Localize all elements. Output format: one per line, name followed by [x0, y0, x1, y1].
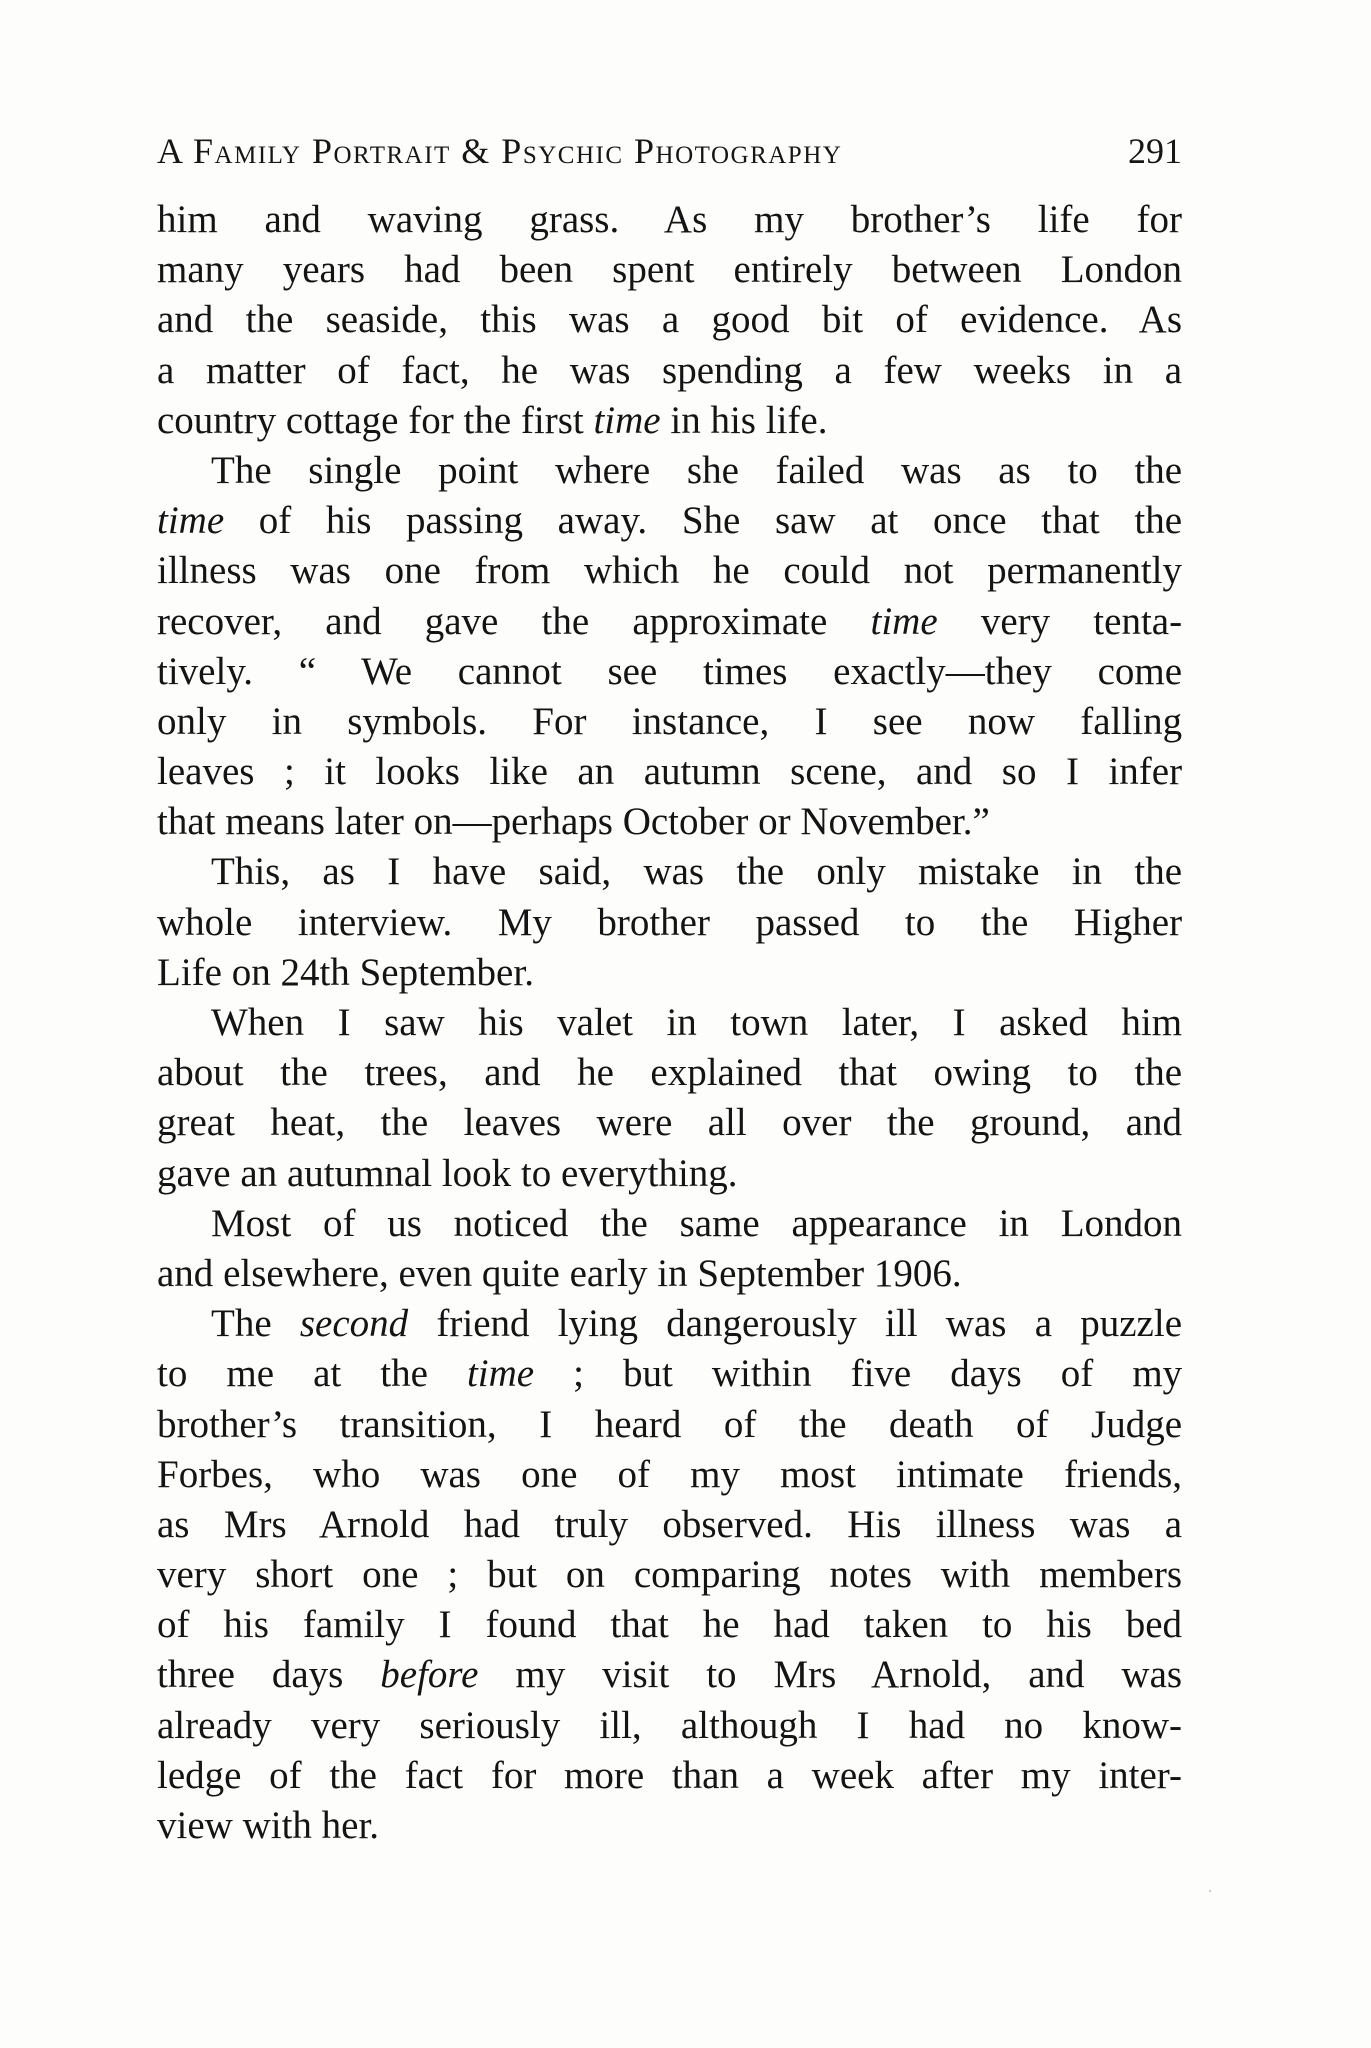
running-head: [157, 130, 1182, 174]
text-line: of his family I found that he had taken to his bed: [157, 1603, 1183, 1647]
body-text: [157, 195, 1182, 1851]
text-line: recover, and gave the approximate time very tenta-: [157, 599, 1183, 643]
text-line: and elsewhere, even quite early in September 1906.: [157, 1251, 962, 1295]
text-line: This, as I have said, was the only mistake in the: [211, 850, 1183, 894]
text-line: illness was one from which he could not permanently: [157, 549, 1183, 593]
text-line: When I saw his valet in town later, I asked him: [211, 1001, 1183, 1044]
page-number: 291: [1128, 131, 1182, 171]
text-line: Most of us noticed the same appearance in London: [211, 1201, 1183, 1245]
text-line: brother’s transition, I heard of the death of Judge: [157, 1402, 1183, 1446]
text-line: about the trees, and he explained that owing to the: [157, 1051, 1183, 1095]
text-line: great heat, the leaves were all over the ground, and: [157, 1101, 1183, 1145]
text-line: three days before my visit to Mrs Arnold, and was: [157, 1653, 1183, 1697]
running-head-title: A Family Portrait & Psychic Photography: [157, 131, 843, 171]
text-line: him and waving grass. As my brother’s life for: [157, 198, 1183, 241]
text-line: that means later on—perhaps October or November.”: [157, 800, 990, 844]
text-line: whole interview. My brother passed to the Higher: [157, 900, 1183, 944]
text-line: many years had been spent entirely between London: [157, 248, 1183, 292]
text-line: time of his passing away. She saw at once that the: [157, 499, 1183, 543]
text-line: view with her.: [157, 1804, 380, 1847]
text-line: already very seriously ill, although I had no know-: [157, 1703, 1182, 1747]
text-line: Forbes, who was one of my most intimate friends,: [157, 1452, 1183, 1496]
text-line: Life on 24th September.: [157, 950, 534, 994]
text-line: and the seaside, this was a good bit of evidence. As: [157, 298, 1182, 342]
text-line: very short one ; but on comparing notes with members: [157, 1553, 1183, 1597]
text-line: The second friend lying dangerously ill was a puzzle: [211, 1302, 1182, 1346]
paper-speck: [1209, 1890, 1211, 1892]
text-line: to me at the time ; but within five days of my: [157, 1352, 1183, 1396]
text-line: ledge of the fact for more than a week after my inter-: [157, 1753, 1182, 1797]
text-line: tively. “ We cannot see times exactly—they come: [157, 649, 1183, 693]
text-line: The single point where she failed was as to the: [211, 448, 1183, 492]
text-line: country cottage for the first time in his life.: [157, 398, 828, 442]
text-line: only in symbols. For instance, I see now falling: [157, 699, 1183, 743]
text-line: as Mrs Arnold had truly observed. His illness was a: [157, 1502, 1183, 1546]
text-line: gave an autumnal look to everything.: [157, 1151, 738, 1195]
text-line: leaves ; it looks like an autumn scene, and so I infer: [157, 750, 1183, 794]
text-line: a matter of fact, he was spending a few weeks in a: [157, 348, 1183, 392]
